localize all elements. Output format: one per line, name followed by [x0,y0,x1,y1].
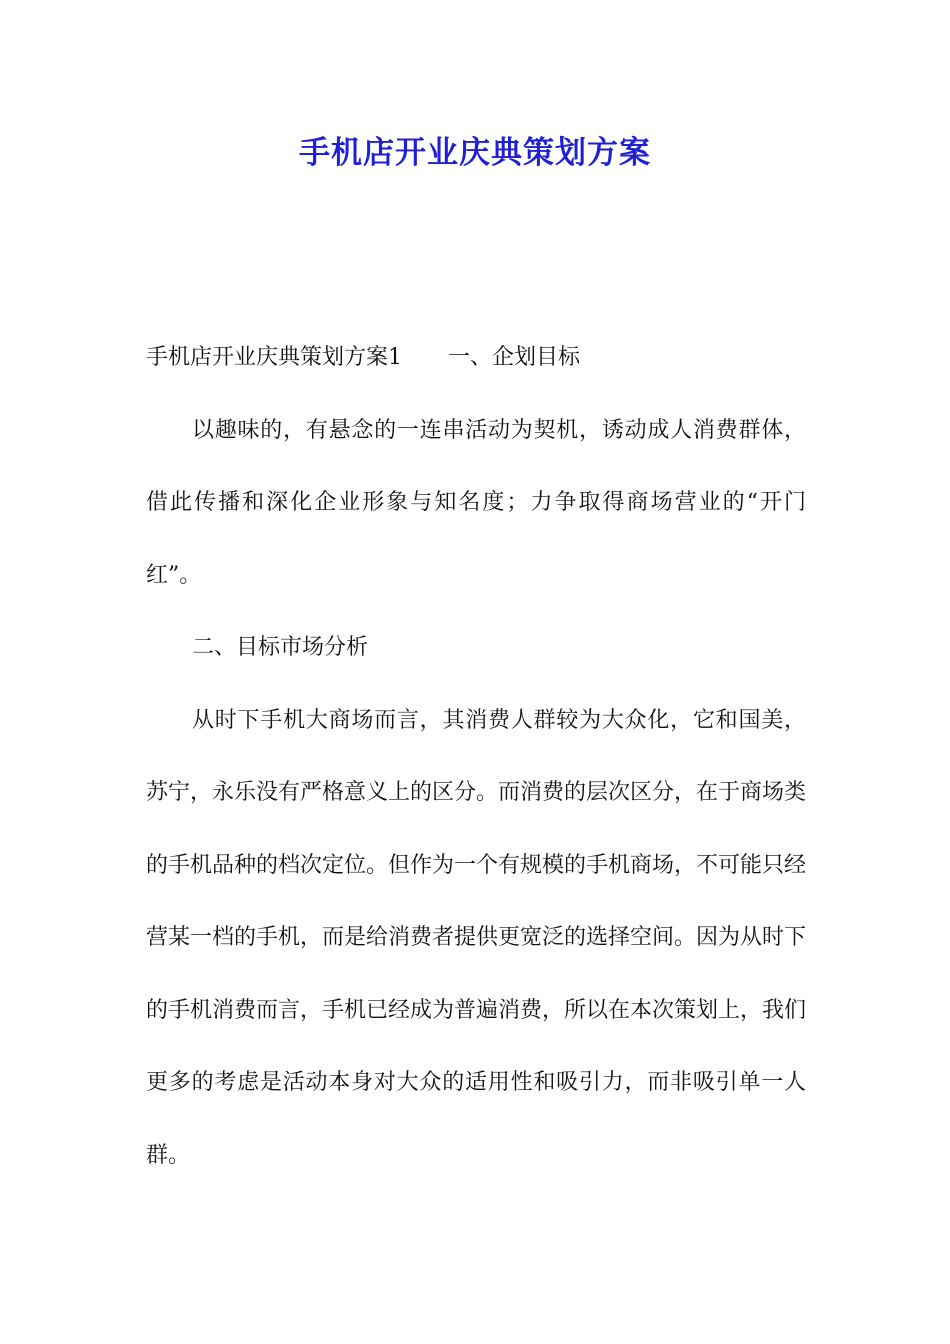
document-title: 手机店开业庆典策划方案 [299,135,651,171]
paragraph-market: 从时下手机大商场而言，其消费人群较为大众化，它和国美，苏宁，永乐没有严格意义上的区分。而消费的层次区分，在于商场类的手机品种的档次定位。但作为一个有规模的手机商场，不可能只经营某一档的手机，而是给消费者提供更宽泛的选择空间。因为从时下的手机消费而言，手机已经成为普遍消费，所以在本次策划上，我们更多的考虑是活动本身对大众的适用性和吸引力，而非吸引单一人群。 [146,707,807,1168]
heading-line-part2: 一、企划目标 [448,345,581,370]
paragraph-goal: 以趣味的，有悬念的一连串活动为契机，诱动成人消费群体，借此传播和深化企业形象与知名度；力争取得商场营业的“开门红”。 [146,417,806,588]
section-heading-market: 二、目标市场分析 [192,635,369,660]
heading-line [146,322,806,395]
heading-line-part1: 手机店开业庆典策划方案1 [146,345,402,370]
document-body [146,322,806,1192]
